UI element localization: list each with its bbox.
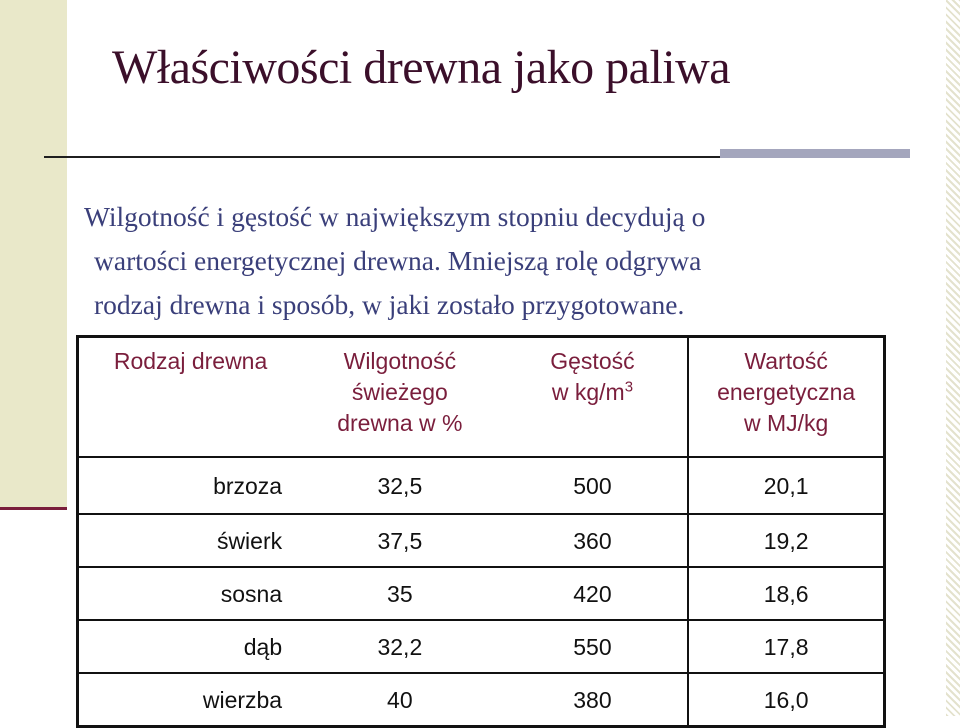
table-row: [78, 457, 885, 514]
cell-density: 500: [498, 457, 689, 514]
table-row: [78, 620, 885, 673]
header-density-line-2: w $kg/m^3$: [551, 378, 634, 405]
cell-energy: 18,6: [688, 567, 884, 620]
header-moisture: [302, 337, 497, 458]
table-row: [78, 567, 885, 620]
header-moisture-line-1: Wilgotność: [343, 348, 457, 374]
intro-line-1: Wilgotność i gęstość w największym stopniu decydują o: [84, 201, 706, 232]
cell-density: 360: [498, 514, 689, 567]
cell-wood-type: sosna: [78, 567, 303, 620]
cell-wood-type: wierzba: [202, 686, 283, 713]
cell-density: 550: [498, 620, 689, 673]
cell-wood-type: świerk: [78, 514, 303, 567]
header-density: [498, 337, 689, 458]
cell-moisture: 32,2: [302, 620, 497, 673]
cell-energy: 16,0: [688, 673, 884, 727]
title-divider-accent: [720, 149, 910, 158]
superscript-3: 3: [624, 378, 634, 396]
decorative-right-edge: [946, 0, 960, 716]
cell-density: 380: [573, 686, 612, 713]
cell-energy: 20,1: [688, 457, 884, 514]
table-row: [78, 673, 885, 727]
cell-energy: 17,8: [688, 620, 884, 673]
header-density-line-1: Gęstość: [550, 348, 635, 374]
header-energy-value: [688, 337, 884, 458]
header-energy-line-3: w MJ/kg: [743, 410, 829, 436]
cell-density: 420: [498, 567, 689, 620]
decorative-side-bar: [0, 0, 67, 510]
cell-wood-type: brzoza: [78, 457, 303, 514]
cell-energy: 19,2: [688, 514, 884, 567]
header-moisture-line-3: drewna w %: [337, 410, 463, 436]
header-energy-line-1: Wartość: [744, 348, 828, 374]
header-moisture-line-2: świeżego: [351, 379, 448, 405]
table-header-row: [78, 337, 885, 458]
table-row: [78, 514, 885, 567]
header-wood-type: Rodzaj drewna: [78, 337, 303, 458]
slide-title: Właściwości drewna jako paliwa: [112, 41, 731, 94]
header-energy-line-2: energetyczna: [717, 379, 856, 405]
intro-paragraph: [84, 195, 904, 327]
side-bar-underline: [0, 507, 67, 510]
intro-line-2: wartości energetycznej drewna. Mniejszą rolę odgrywa: [94, 245, 702, 276]
intro-line-3: rodzaj drewna i sposób, w jaki zostało przygotowane.: [94, 289, 685, 320]
cell-wood-type: dąb: [78, 620, 303, 673]
cell-moisture: 40: [387, 686, 413, 713]
wood-properties-table: [76, 335, 886, 728]
cell-moisture: 35: [302, 567, 497, 620]
cell-moisture: 37,5: [302, 514, 497, 567]
cell-moisture: 32,5: [302, 457, 497, 514]
